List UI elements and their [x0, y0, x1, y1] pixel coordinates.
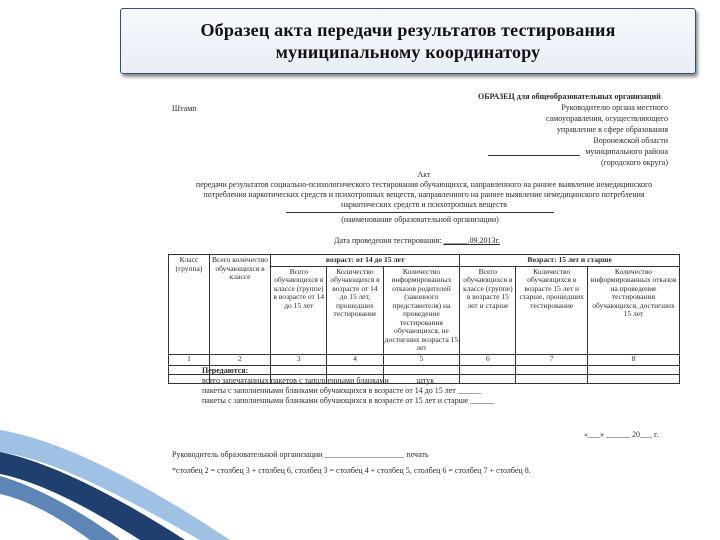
column-number: 4	[327, 354, 383, 365]
header-group-15-plus: Возраст: 15 лет и старше	[460, 255, 680, 267]
header-cell: Количество информированных отказов на проведение тестирования обучающихся, достигших 15 лет	[587, 266, 679, 354]
slide-title-line-1: Образец акта передачи результатов тестирования	[200, 20, 616, 40]
addressee-line: (городского округа)	[601, 158, 668, 167]
org-caption: (наименование образовательной организации)	[341, 215, 499, 224]
test-date	[334, 236, 500, 245]
column-number: 8	[587, 354, 679, 365]
addressee-fill-line	[488, 155, 580, 156]
transferred-line: всего запечатанных пакетов с заполненными бланками ______ штук	[202, 376, 435, 385]
header-cell: Количество информированных отказов родителей (законного представителя) на проведение тестирования обучающихся, не достигших возраста 15 лет	[384, 266, 459, 352]
org-name-line	[286, 212, 554, 213]
results-table	[168, 254, 680, 362]
column-number: 1	[169, 354, 210, 365]
column-number: 3	[271, 354, 327, 365]
head-signature-line: Руководитель образовательной организации ____________________ печать	[172, 450, 429, 459]
addressee-line: муниципального района	[585, 147, 668, 156]
transferred-line: пакеты с заполненными бланками обучающихся в возрасте от 15 лет и старше ______	[202, 396, 495, 405]
column-number: 6	[460, 354, 516, 365]
addressee-line: Воронежской области	[593, 136, 668, 145]
addressee-line: Руководителю органа местного	[561, 103, 668, 112]
addressee-line: самоуправления, осуществляющего	[546, 114, 668, 123]
stamp-label: Штамп	[172, 104, 197, 113]
transferred-line: пакеты с заполненными бланками обучающихся в возрасте от 14 до 15 лет ______	[202, 386, 482, 395]
act-desc-line: наркотических средств и психотропных веществ	[341, 200, 507, 209]
column-number: 5	[383, 354, 460, 365]
header-group-14-15: возраст: от 14 до 15 лет	[271, 255, 460, 267]
header-cell: Количество обучающихся в возрасте 15 лет и старше, прошедших тестирование	[516, 266, 588, 354]
slide-title-line-2: муниципальному координатору	[275, 42, 541, 62]
act-title: Акт	[417, 170, 431, 179]
header-cell: Количество обучающихся в возрасте от 14 до 15 лет, прошедших тестирование	[327, 266, 383, 354]
act-desc-line: потребления наркотических средств и психотропных веществ, направленного на раннее выявление немедицинского потребления	[203, 190, 645, 199]
sample-heading: ОБРАЗЕЦ для общеобразовательных организаций	[478, 92, 661, 101]
header-cell: Всего обучающихся в классе (группе) в возрасте от 14 до 15 лет	[271, 266, 327, 354]
addressee-line: управление в сфере образования	[556, 125, 668, 134]
act-desc-line: передачи результатов социально-психологического тестирования обучающихся, направленного на раннее выявление немедицинского	[195, 180, 653, 189]
header-total: Всего количество обучающихся в классе	[209, 255, 270, 355]
transferred-label: Передаются:	[202, 366, 249, 375]
header-class: Класс (группа)	[169, 255, 210, 355]
signature-date: «___» ______ 20___ г.	[584, 430, 659, 439]
column-number: 2	[209, 354, 270, 365]
column-number: 7	[516, 354, 588, 365]
test-date-value: ______.09.2013г.	[443, 236, 500, 245]
test-date-label: Дата проведения тестирования:	[334, 236, 444, 245]
header-cell: Всего обучающихся в классе (группе) в возрасте 15 лет и старше	[460, 266, 516, 354]
footnote: *столбец 2 = столбец 3 + столбец 6, столбец 3 = столбец 4 + столбец 5, столбец 6 = столбец 7 + столбец 8.	[172, 466, 531, 475]
